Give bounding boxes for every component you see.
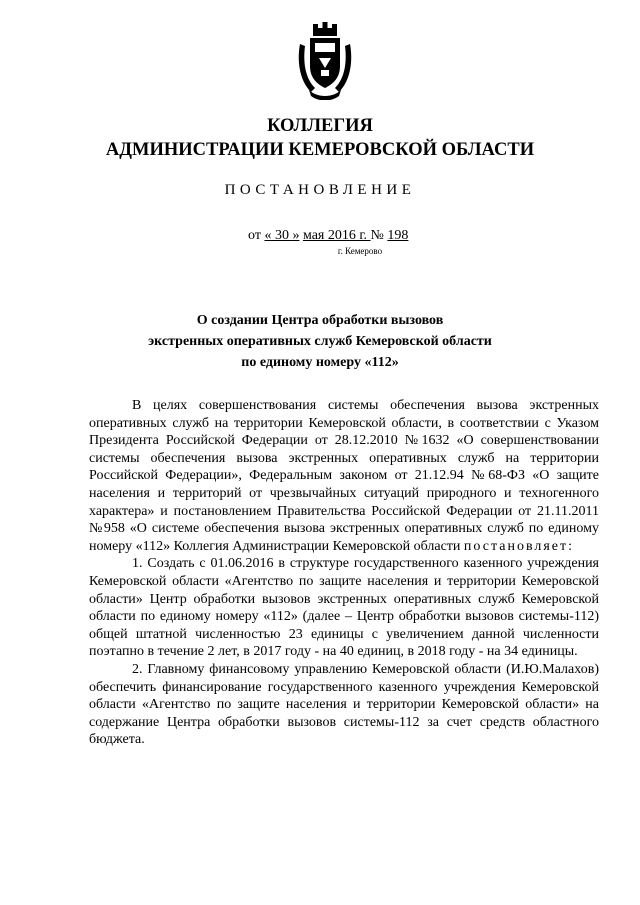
document-number: 198: [387, 228, 409, 243]
document-place: г. Кемерово: [337, 246, 383, 256]
title-line-3: по единому номеру «112»: [241, 355, 399, 370]
close-quote: »: [292, 228, 300, 243]
number-sign: №: [370, 228, 384, 243]
open-quote: «: [264, 228, 272, 243]
document-title: [0, 310, 640, 373]
resolves-word: постановляет:: [463, 538, 575, 554]
item-2-paragraph: 2. Главному финансовому управлению Кемеровской области (И.Ю.Малахов) обеспечить финансирование государственного казенного учреждения Кемеровской области «Агентство по защите населения и территории Кемеровской области» на содержание Центра обработки вызовов системы-112 за счет средств областного бюджета.: [89, 661, 599, 748]
from-label: от: [248, 228, 261, 243]
date-month-year: мая 2016 г.: [302, 228, 371, 243]
coat-of-arms-icon: [297, 22, 353, 100]
intro-text: В целях совершенствования системы обеспечения вызова экстренных оперативных служб на территории Кемеровской области, в соответствии с Указом Президента Российской Федерации от 28.12.2010 №1632 «О совершенствовании системы обеспечения вызова экстренных оперативных служб на территории Российской Федерации», Федеральным законом от 21.12.94 №68-ФЗ «О защите населения и территорий от чрезвычайных ситуаций природного и техногенного характера» и постановлением Правительства Российской Федерации от 21.11.2011 №958 «О системе обеспечения вызова экстренных оперативных служб по единому номеру «112» Коллегия Администрации Кемеровской области: [89, 398, 599, 554]
title-line-1: О создании Центра обработки вызовов: [196, 313, 444, 328]
document-body: [89, 397, 599, 749]
title-line-2: экстренных оперативных служб Кемеровской области: [148, 334, 492, 349]
intro-paragraph: [89, 397, 599, 555]
date-line: [248, 228, 408, 244]
organization-line-2: АДМИНИСТРАЦИИ КЕМЕРОВСКОЙ ОБЛАСТИ: [105, 140, 535, 160]
organization-line-1: КОЛЛЕГИЯ: [267, 116, 373, 136]
document-type: ПОСТАНОВЛЕНИЕ: [224, 182, 416, 198]
date-day: 30: [271, 228, 293, 243]
item-1-paragraph: 1. Создать с 01.06.2016 в структуре государственного казенного учреждения Кемеровской области «Агентство по защите населения и территории Кемеровской области» Центр обработки вызовов экстренных оперативных служб Кемеровской области по единому номеру «112» (далее – Центр обработки вызовов системы-112) общей штатной численностью 23 единицы с увеличением данной численности поэтапно в течение 2 лет, в 2017 году - на 40 единиц, в 2018 году - на 34 единицы.: [89, 556, 599, 660]
